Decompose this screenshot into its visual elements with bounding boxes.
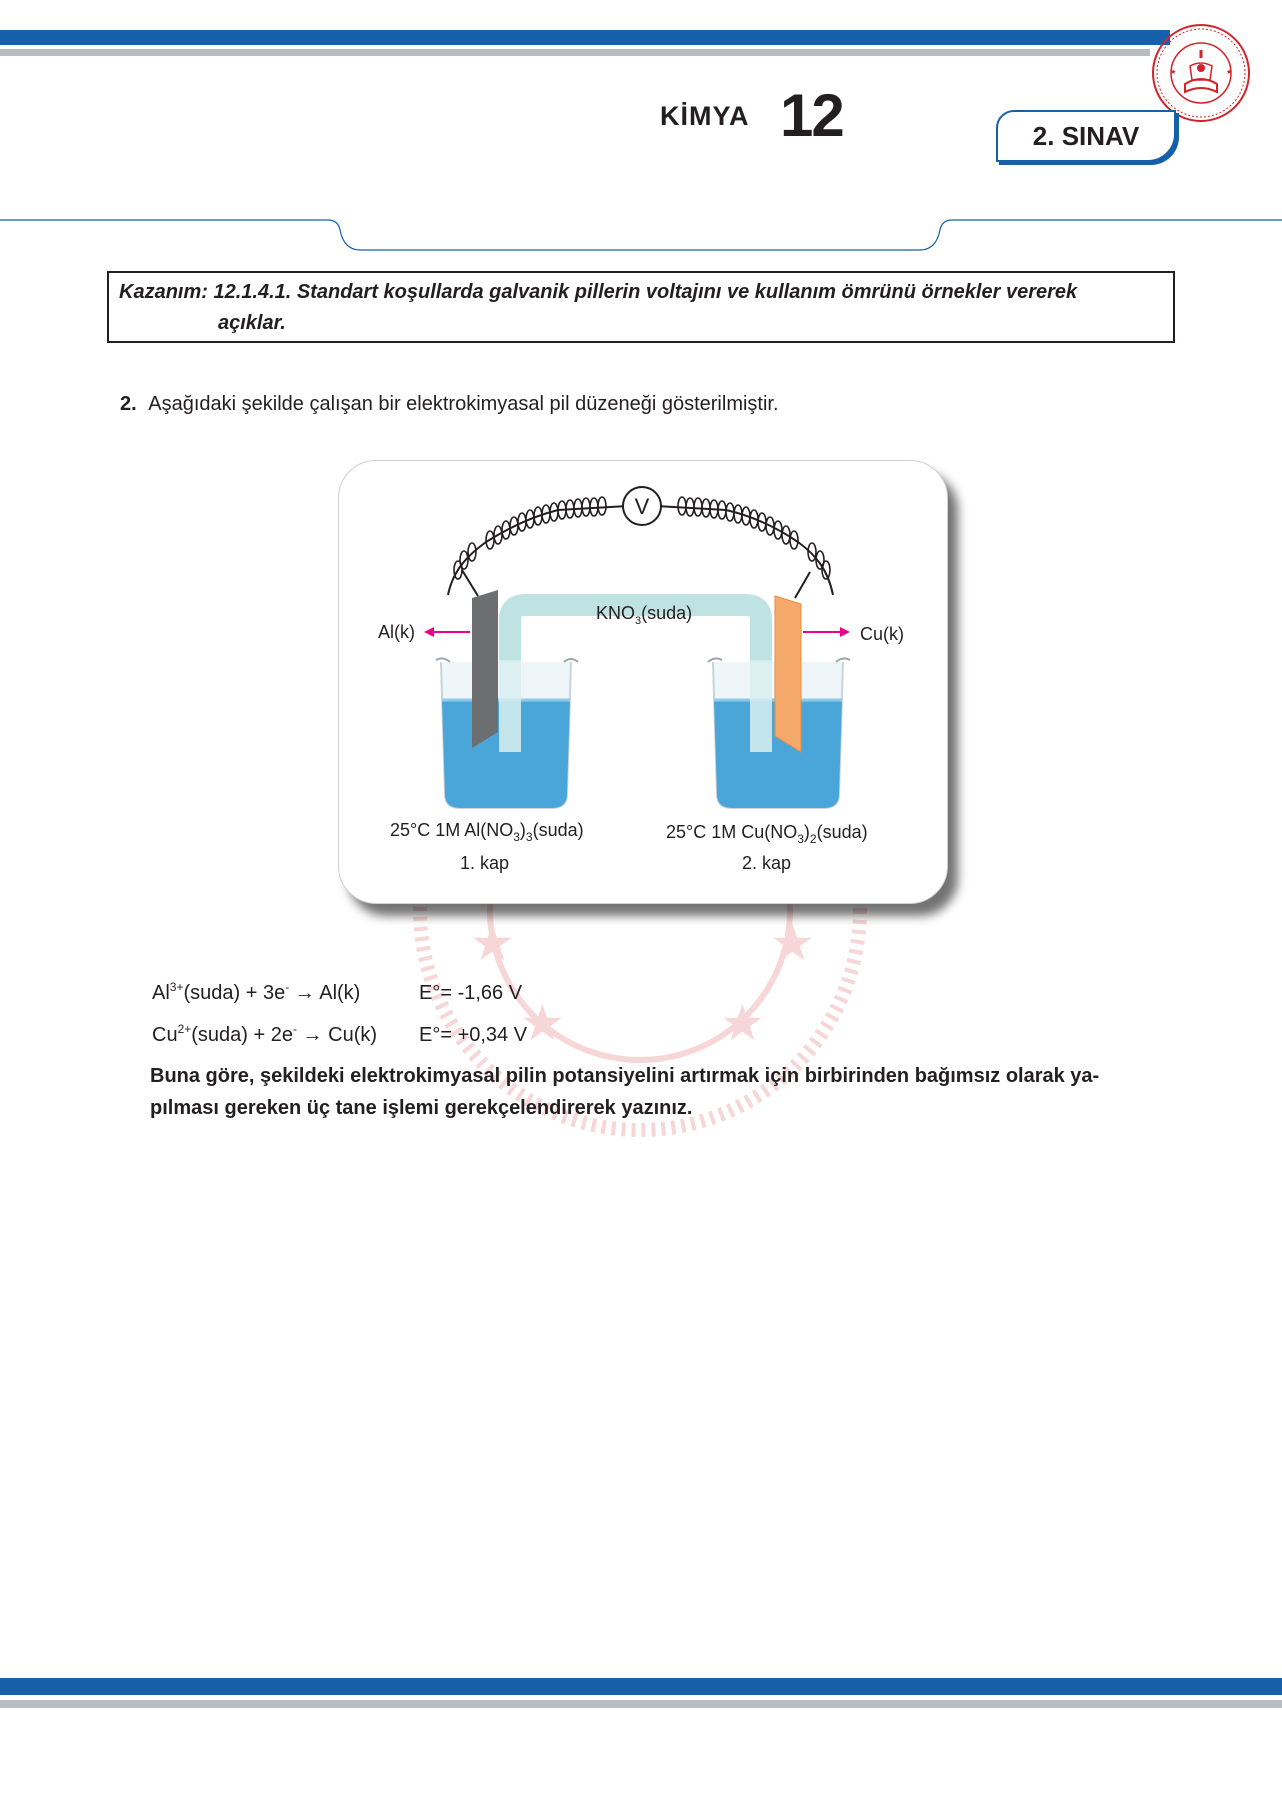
eq2-charge: 2+: [177, 1022, 192, 1036]
svg-text:★: ★: [720, 995, 765, 1051]
salt-bridge-right-leg: [750, 660, 772, 752]
left-vessel-label: 1. kap: [460, 853, 510, 873]
bottom-blue-bar: [0, 1678, 1282, 1695]
left-wire: [448, 506, 628, 595]
bottom-gray-bar: [0, 1700, 1282, 1708]
right-electrode-label: Cu(k): [860, 624, 904, 644]
eq1-charge: 3+: [169, 980, 184, 994]
right-arrowhead: [840, 627, 850, 637]
svg-text:★: ★: [520, 995, 565, 1051]
question-number: 2.: [120, 393, 137, 415]
eq1-product: Al(k): [319, 982, 361, 1004]
svg-text:★: ★: [1226, 69, 1233, 76]
eq1-arrow: →: [289, 982, 320, 1004]
left-solution-label: 25°C 1M $Al(NO_3)_3(suda)$: [390, 820, 584, 844]
galvanic-cell-figure: [338, 460, 946, 902]
outcome-box: [107, 271, 1175, 343]
equation-2-potential: E°= +0,34 V: [419, 1024, 528, 1046]
grade-number: 12: [780, 82, 843, 149]
aluminium-electrode: [472, 590, 498, 748]
right-lead: [795, 572, 810, 598]
svg-text:★: ★: [770, 915, 815, 971]
equation-2: [152, 1024, 377, 1047]
top-blue-bar: [0, 30, 1170, 45]
header-rule: [0, 208, 1282, 256]
question-text: Aşağıdaki şekilde çalışan bir elektrokimyasal pil düzeneği gösterilmiştir.: [148, 393, 779, 415]
eq2-arrow: →: [297, 1024, 329, 1046]
meb-seal-logo: [1150, 22, 1252, 124]
left-lead: [462, 570, 478, 596]
outcome-line-2: açıklar.: [218, 312, 286, 334]
eq1-electron-sign: -: [285, 980, 290, 994]
question-prompt: [120, 393, 779, 416]
svg-text:★: ★: [470, 915, 515, 971]
left-electrode-label: Al(k): [378, 622, 415, 642]
right-solution-label: 25°C 1M $Cu(NO_3)_2(suda)$: [666, 822, 868, 846]
voltmeter-label: V: [634, 494, 650, 519]
equation-1-potential: E°= -1,66 V: [419, 982, 523, 1004]
eq1-ion: Al: [152, 982, 170, 1004]
subject-title: KİMYA: [660, 101, 750, 131]
outcome-line-1: Kazanım: 12.1.4.1. Standart koşullarda galvanik pillerin voltajını ve kullanım ömrünü örnekler vererek: [119, 281, 1078, 303]
salt-bridge-left-leg: [499, 660, 521, 752]
salt-bridge-label: $KNO_3(suda)$: [596, 603, 693, 627]
instruction-line-2: pılması gereken üç tane işlemi gerekçelendirerek yazınız.: [150, 1097, 693, 1119]
instruction-line-1: Buna göre, şekildeki elektrokimyasal pilin potansiyelini artırmak için birbirinden bağımsız olarak ya-: [150, 1065, 1100, 1087]
top-gray-bar: [0, 49, 1150, 56]
eq2-product: Cu(k): [328, 1024, 378, 1046]
right-vessel-label: 2. kap: [742, 853, 792, 873]
svg-text:★: ★: [1170, 69, 1177, 76]
equation-1: [152, 982, 360, 1005]
eq1-lhs: (suda) + 3e: [183, 982, 286, 1004]
instruction: [150, 1060, 1180, 1124]
copper-electrode: [775, 596, 801, 752]
eq2-lhs: (suda) + 2e: [191, 1024, 293, 1046]
left-arrowhead: [424, 627, 434, 637]
exam-label: 2. SINAV: [1032, 120, 1140, 151]
right-wire: [656, 506, 833, 595]
exam-tab: [996, 110, 1176, 162]
eq2-electron-sign: -: [293, 1022, 297, 1036]
eq2-ion: Cu: [152, 1024, 178, 1046]
